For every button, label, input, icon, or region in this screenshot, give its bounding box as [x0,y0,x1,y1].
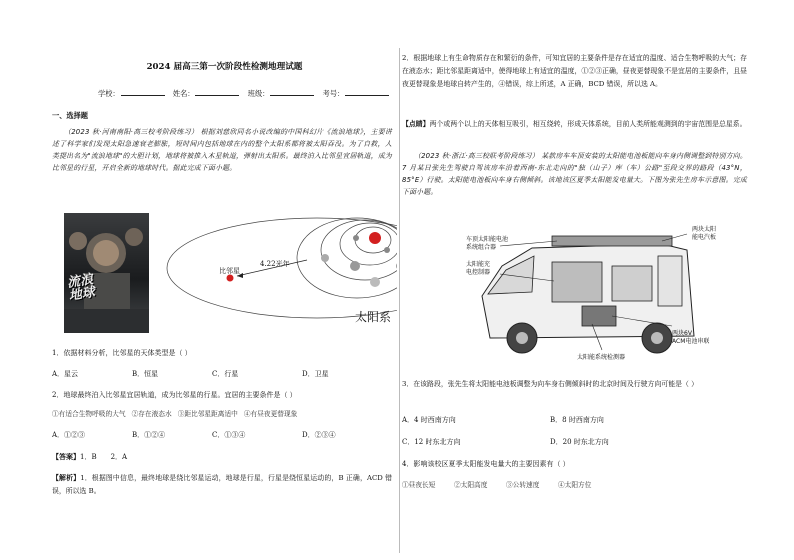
q4-stem: 4．影响该校区夏季太阳能发电量大的主要因素有（ ） [402,460,570,468]
q1-option-a[interactable]: A．星云 [52,370,79,378]
passage-intro-2: （2023 秋·浙江·高三校联考阶段练习） 某款房车车顶安装的太阳能电池板能向车身内侧调整到特别方向。7 月某日张先生驾驶自驾该房车沿着西南-东北走向的"独（山子）库（车）公路"至段交界的路段（43°N，85°E）行驶。太阳能电池板向车身右侧倾斜。该地该区夏季太阳能发电量大。下图为张先生房车示意图。完成下面小题。 [402,152,747,197]
class-label: 班级： [247,89,270,98]
q3-option-a[interactable]: A．4 时西南方向 [402,416,456,424]
poster-art [64,213,149,333]
movie-poster-image [64,213,149,333]
q2-condition-4: ④有昼夜更替现象 [243,410,298,418]
answer-label: 【答案】 [52,452,80,461]
q4-factors [402,480,747,490]
left-column [52,0,397,560]
answer-line [52,452,392,463]
q2-option-d[interactable]: D．②③④ [302,431,336,439]
battery-label: 两块6V ACM电池串联 [672,330,710,345]
q1-option-b[interactable]: B．恒星 [132,370,159,378]
tip-label: 【点睛】 [402,120,430,128]
controller-label: 太阳能充 电控制器 [466,261,491,276]
q2-condition-1: ①有适合生物呼吸的大气 [52,410,126,418]
orbit-ring-1 [297,218,397,298]
school-field[interactable] [121,88,165,96]
q4-factor-1: ①昼夜长短 [402,481,436,489]
exam-no-label: 考号： [322,89,345,98]
rear-hub [651,332,663,344]
name-label: 姓名： [172,89,195,98]
orbit-ring-3 [340,223,397,265]
q1-stem: 1．依据材料分析，比邻星的天体类型是（ ） [52,349,192,357]
planet-marker [321,254,329,262]
name-field[interactable] [195,88,239,96]
q2-conditions [52,409,392,419]
q2-option-b[interactable]: B．①②④ [132,431,166,439]
front-hub [516,332,528,344]
planet-marker [353,235,359,241]
detector-label: 太阳能系统检测器 [577,354,626,361]
column-divider [399,48,400,553]
planet-marker [384,247,390,253]
analysis-label: 【解析】 [52,474,81,482]
solar-heater-label: 两块太阳 能电汽板 [692,226,717,241]
planet-marker [396,262,397,270]
q2-analysis-continued: 2．根据地球上有生命物质存在和繁衍的条件，可知宜居的主要条件是存在适宜的温度、适合生物呼吸的大气；存在液态水；距比邻星距离适中，使得地球上有适宜的温度，①②③正确，昼夜更替现象不是宜居的主要条件，且昼夜更替现象是地球自转产生的，④错误，综上所述，A 正确，BCD 错误，所以选 A。 [402,54,747,88]
q4-factor-4: ④太阳方位 [558,481,592,489]
school-label: 学校： [98,89,120,98]
q3-stem: 3．在该路段，张先生将太阳能电池板调整为向车身右侧倾斜时的北京时间及行驶方向可能是（ ） [402,380,698,388]
page-title: 2024 届高三第一次阶段性检测地理试题 [146,62,303,72]
distance-label: 4.22光年 [260,260,290,268]
q2-condition-3: ③距比邻星距离适中 [177,410,238,418]
q2-stem: 2．地球最终泊入比邻星宜居轨道，成为比邻星的行星。宜居的主要条件是（ ） [52,391,297,399]
q3-option-b[interactable]: B．8 时西南方向 [550,416,604,424]
sun-marker [369,232,381,244]
rear-door [658,256,682,306]
answer-text: 1．B 2．A [80,453,128,461]
q3-option-c[interactable]: C．12 时东北方向 [402,438,461,446]
tip-block [402,118,747,131]
q2-options [52,430,392,441]
q1-options [52,369,392,380]
q2-option-a[interactable]: A．①②③ [52,431,86,439]
student-info [98,88,398,99]
planet-marker [370,277,380,287]
q3-options-row2 [402,437,747,448]
solar-panel-label: 车顶太阳能电池 系统组合器 [466,236,509,251]
tip-text: 两个或两个以上的天体相互吸引，相互绕转，形成天体系统，目前人类所能观测到的宇宙范围是总星系。 [429,120,747,128]
class-field[interactable] [270,88,314,96]
analysis-block [52,472,392,498]
interior-cabinet [552,262,602,302]
solar-system-label: 太阳系 [355,310,392,324]
q1-option-d[interactable]: D．卫星 [302,370,329,378]
q2-option-c[interactable]: C．①③④ [212,431,246,439]
poster-title: 流浪 地球 [66,272,96,304]
interior-panel [612,266,652,301]
q2-condition-2: ②存在液态水 [131,410,172,418]
planet-marker [350,261,360,271]
analysis-text: 1．根据图中信息，最终地球是绕比邻星运动，地球是行星，行星是绕恒星运动的，B 正确，ACD 错误，所以选 B。 [52,474,393,495]
right-column [402,0,747,560]
proxima-label: 比邻星 [219,267,240,275]
battery-shape [582,306,616,326]
q4-factor-3: ③公转速度 [506,481,540,489]
q4-factor-2: ②太阳高度 [454,481,488,489]
leader-line [500,241,557,246]
solar-panel-shape [552,236,672,246]
q1-option-c[interactable]: C．行星 [212,370,239,378]
q3-options-row1 [402,415,747,426]
q3-option-d[interactable]: D．20 时东北方向 [550,438,609,446]
exam-no-field[interactable] [345,88,389,96]
passage-intro: （2023 秋·河南南阳·高三校考阶段练习） 根据刘慈欣同名小说改编的中国科幻片《流浪地球》，主要讲述了科学家们发现太阳急速衰老膨胀，短时间内包括地球在内的整个太阳系都将被太阳吞没。为了自救，人类提出名为"流浪地球"的大胆计划，地球将被推入木星轨道，弹射出太阳系。最终泊入比邻星宜居轨道，成为比邻星的行星，开启全新的地球时代。据此完成下面小题。 [52,128,392,173]
section-title: 一、选择题 [52,111,88,120]
